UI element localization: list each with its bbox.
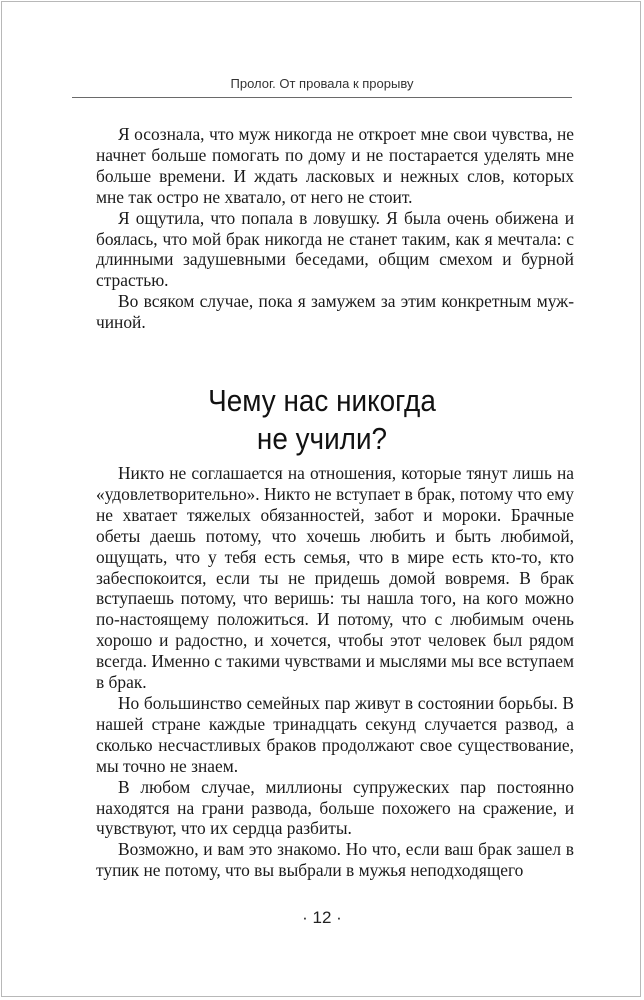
intro-text-block [96,124,574,333]
paragraph: Я ощутила, что попала в ловушку. Я была очень обижена и боялась, что мой брак никогда не станет таким, как я мечтала: с длинными задушевными беседами, общим смехом и бурной страстью. [96,207,574,291]
section-text-block [96,463,574,881]
section-heading-line: Чему нас никогда [208,383,436,418]
page-number: · 12 · [302,908,342,927]
paragraph: Я осознала, что муж никогда не откроет мне свои чувства, не начнет больше помогать по дому и не постарается уделять мне больше времени. И ждать ласковых и нежных слов, которых мне так остро не хватало, от него не стоит. [96,124,574,207]
section-heading-line: не учили? [256,421,388,456]
paragraph: Возможно, и вам это знакомо. Но что, если ваш брак зашел в тупик не потому, что вы выбрали в мужья неподходящего [96,839,574,881]
paragraph: В любом случае, миллионы супружеских пар постоянно находятся на грани развода, больше похожего на сражение, и чувствуют, что их сердца разбиты. [96,776,574,839]
section-heading [97,382,547,458]
paragraph: Но большинство семейных пар живут в состоянии борьбы. В нашей стране каждые тринадцать секунд случается развод, а сколько несчастливых браков продолжают свое существование, мы точно не знаем. [96,692,574,776]
paragraph: Никто не соглашается на отношения, которые тянут лишь на «удовлетворительно». Никто не вступает в брак, потому что ему не хватает тяжелых обязанностей, забот и мороки. Брачные обеты даешь потому, что хочешь любить и быть любимой, ощущать, что у тебя есть семья, что в мире есть кто-то, кто забеспокоится, если ты не придешь домой вовремя. В брак вступаешь потому, что веришь: ты нашла того, на кого можно по-настоящему положиться. И потому, что с любимым очень хорошо и радостно, и хочется, чтобы этот человек был рядом всегда. Именно с такими чувствами и мыслями мы все вступаем в брак. [96,463,574,693]
paragraph: Во всяком случае, пока я замужем за этим конкретным мужчиной. [96,291,574,333]
running-header: Пролог. От провала к прорыву [72,76,572,98]
